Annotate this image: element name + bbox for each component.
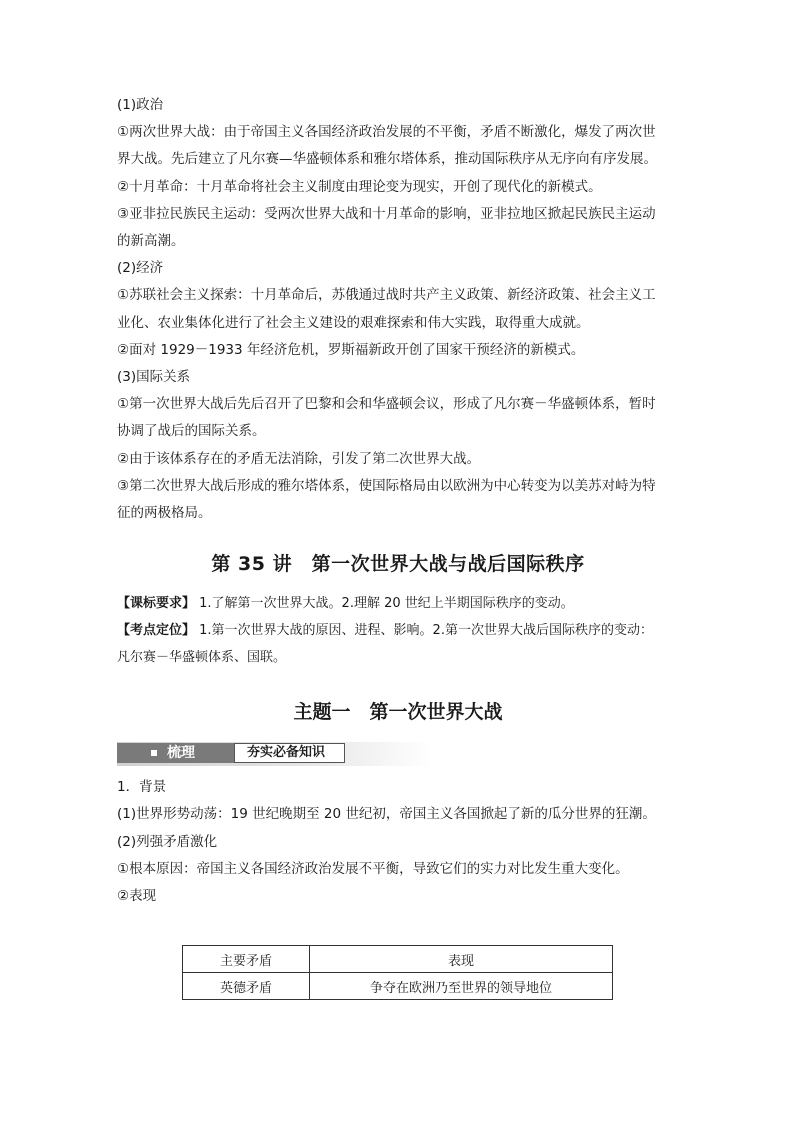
- table-cell: 英德矛盾: [183, 973, 310, 1000]
- paragraph-line: ②面对 1929－1933 年经济危机，罗斯福新政开创了国家干预经济的新模式。: [117, 341, 585, 358]
- banner-box-text: 夯实必备知识: [247, 745, 326, 761]
- banner-label-box: [234, 743, 345, 763]
- curriculum-requirement: [117, 590, 679, 617]
- table-header-row: [183, 946, 613, 973]
- requirement-text: 1.了解第一次世界大战。2.理解 20 世纪上半期国际秩序的变动。: [195, 596, 574, 612]
- paragraph-line: ①两次世界大战：由于帝国主义各国经济政治发展的不平衡，矛盾不断激化，爆发了两次世: [117, 124, 656, 141]
- paragraph-line: ①根本原因：帝国主义各国经济政治发展不平衡，导致它们的实力对比发生重大变化。: [117, 860, 629, 877]
- paragraph-line: (2)列强矛盾激化: [117, 833, 218, 850]
- paragraph-line: 的新高潮。: [117, 233, 185, 250]
- paragraph-line: ①苏联社会主义探索：十月革命后，苏俄通过战时共产主义政策、新经济政策、社会主义工: [117, 287, 656, 304]
- paragraph-line: (3)国际关系: [117, 369, 191, 386]
- lecture-title: 第 35 讲 第一次世界大战与战后国际秩序: [211, 553, 585, 576]
- table-header-cell: 表现: [310, 946, 613, 973]
- paragraph-line: ②由于该体系存在的矛盾无法消除，引发了第二次世界大战。: [117, 450, 481, 467]
- section-banner: [117, 742, 433, 766]
- table-cell: 争夺在欧洲乃至世界的领导地位: [310, 973, 613, 1000]
- table-row: [183, 973, 613, 1000]
- square-bullet-icon: [151, 750, 157, 756]
- exam-position: [117, 617, 679, 644]
- exam-position-cont: 凡尔赛－华盛顿体系、国联。: [117, 650, 287, 666]
- paragraph-line: ②十月革命：十月革命将社会主义制度由理论变为现实，开创了现代化的新模式。: [117, 178, 602, 195]
- paragraph-line: 征的两极格局。: [117, 505, 212, 522]
- paragraph-line: ③第二次世界大战后形成的雅尔塔体系，使国际格局由以欧洲为中心转变为以美苏对峙为特: [117, 477, 656, 494]
- paragraph-line: 协调了战后的国际关系。: [117, 423, 266, 440]
- requirement-tag: 【课标要求】: [117, 596, 196, 612]
- position-tag: 【考点定位】: [117, 623, 196, 639]
- paragraph-line: (1)世界形势动荡：19 世纪晚期至 20 世纪初，帝国主义各国掀起了新的瓜分世界的狂潮。: [117, 806, 656, 823]
- document-page: [117, 92, 679, 910]
- paragraph-line: (2)经济: [117, 260, 164, 277]
- banner-dark-text: 梳理: [167, 745, 195, 762]
- paragraph-line: 界大战。先后建立了凡尔赛—华盛顿体系和雅尔塔体系，推动国际秩序从无序向有序发展。: [117, 151, 657, 168]
- table-header-cell: 主要矛盾: [183, 946, 310, 973]
- paragraph-line: ③亚非拉民族民主运动：受两次世界大战和十月革命的影响，亚非拉地区掀起民族民主运动: [117, 205, 656, 222]
- paragraph-line: ②表现: [117, 888, 157, 905]
- paragraph-line: ①第一次世界大战后先后召开了巴黎和会和华盛顿会议，形成了凡尔赛－华盛顿体系，暂时: [117, 396, 656, 413]
- banner-label-dark: [117, 743, 234, 763]
- position-text: 1.第一次世界大战的原因、进程、影响。2.第一次世界大战后国际秩序的变动：: [195, 623, 653, 639]
- topic-title: 主题一 第一次世界大战: [293, 701, 503, 724]
- contradiction-table: [182, 945, 613, 1000]
- body-section: [117, 774, 679, 910]
- top-section: [117, 92, 679, 527]
- paragraph-line: 1．背景: [117, 779, 167, 796]
- paragraph-line: 业化、农业集体化进行了社会主义建设的艰难探索和伟大实践，取得重大成就。: [117, 314, 590, 331]
- paragraph-line: (1)政治: [117, 97, 164, 113]
